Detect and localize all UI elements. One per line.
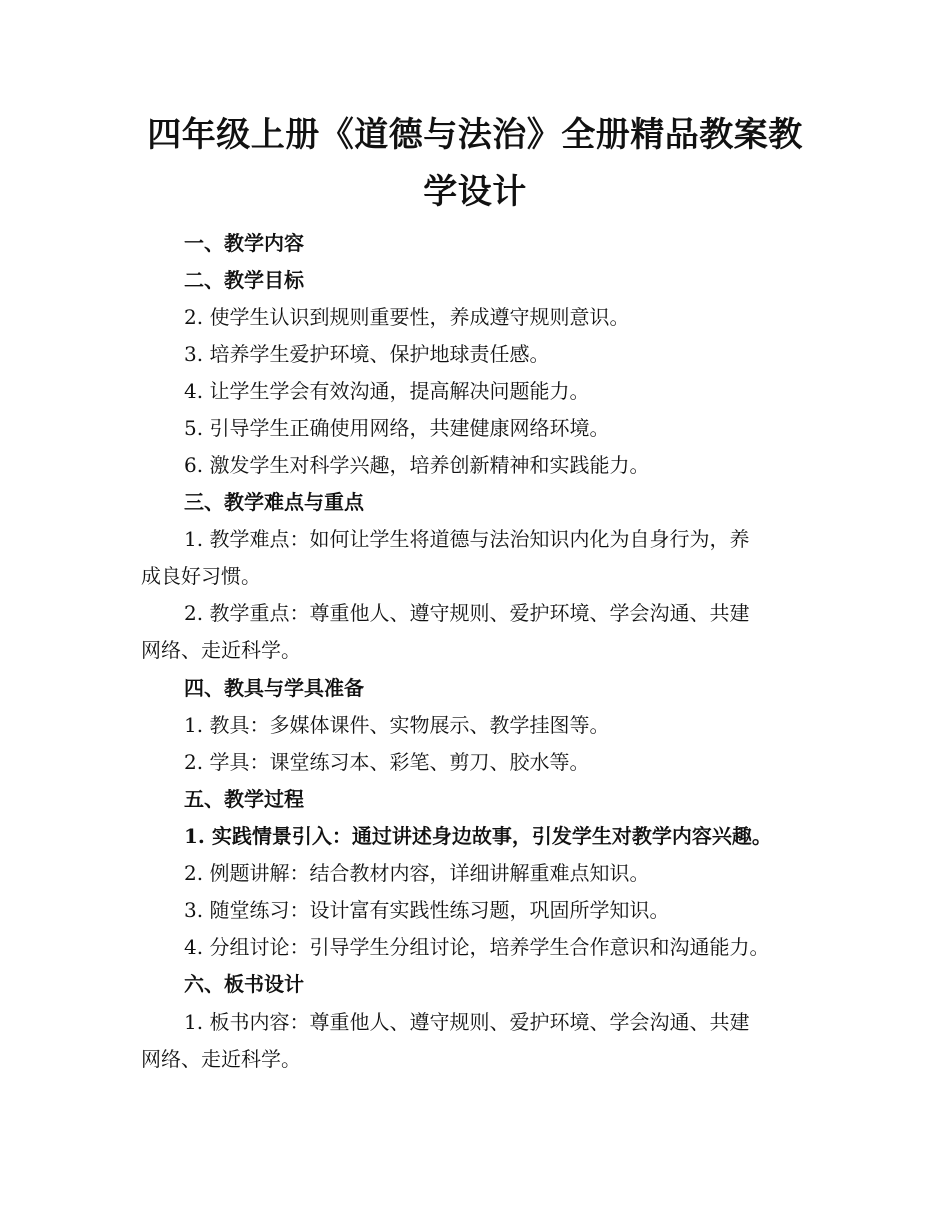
section-heading-goals: 二、教学目标: [184, 268, 304, 292]
process-item: 2. 例题讲解：结合教材内容，详细讲解重难点知识。: [184, 861, 650, 885]
goal-item: 4. 让学生学会有效沟通，提高解决问题能力。: [184, 379, 590, 403]
document-title-line2: 学设计: [423, 172, 527, 212]
key-point-item-line2: 网络、走近科学。: [141, 638, 301, 662]
board-item-line1: 1. 板书内容：尊重他人、遵守规则、爱护环境、学会沟通、共建: [184, 1010, 750, 1034]
goal-item: 3. 培养学生爱护环境、保护地球责任感。: [184, 342, 550, 366]
goal-item: 2. 使学生认识到规则重要性，养成遵守规则意识。: [184, 305, 630, 329]
process-item: 1. 实践情景引入：通过讲述身边故事，引发学生对教学内容兴趣。: [184, 824, 772, 848]
section-heading-key-points: 三、教学难点与重点: [184, 490, 364, 514]
difficulty-item-line1: 1. 教学难点：如何让学生将道德与法治知识内化为自身行为，养: [184, 527, 750, 551]
goal-item: 6. 激发学生对科学兴趣，培养创新精神和实践能力。: [184, 453, 650, 477]
materials-item: 1. 教具：多媒体课件、实物展示、教学挂图等。: [184, 713, 610, 737]
board-item-line2: 网络、走近科学。: [141, 1047, 301, 1071]
section-heading-materials: 四、教具与学具准备: [184, 676, 364, 700]
section-heading-content: 一、教学内容: [184, 231, 304, 255]
difficulty-item-line2: 成良好习惯。: [141, 564, 261, 588]
key-point-item-line1: 2. 教学重点：尊重他人、遵守规则、爱护环境、学会沟通、共建: [184, 601, 750, 625]
process-item: 3. 随堂练习：设计富有实践性练习题，巩固所学知识。: [184, 898, 670, 922]
section-heading-board: 六、板书设计: [184, 972, 304, 996]
materials-item: 2. 学具：课堂练习本、彩笔、剪刀、胶水等。: [184, 750, 590, 774]
goal-item: 5. 引导学生正确使用网络，共建健康网络环境。: [184, 416, 610, 440]
document-title-line1: 四年级上册《道德与法治》全册精品教案教: [147, 115, 803, 155]
section-heading-process: 五、教学过程: [184, 787, 304, 811]
process-item: 4. 分组讨论：引导学生分组讨论，培养学生合作意识和沟通能力。: [184, 935, 770, 959]
